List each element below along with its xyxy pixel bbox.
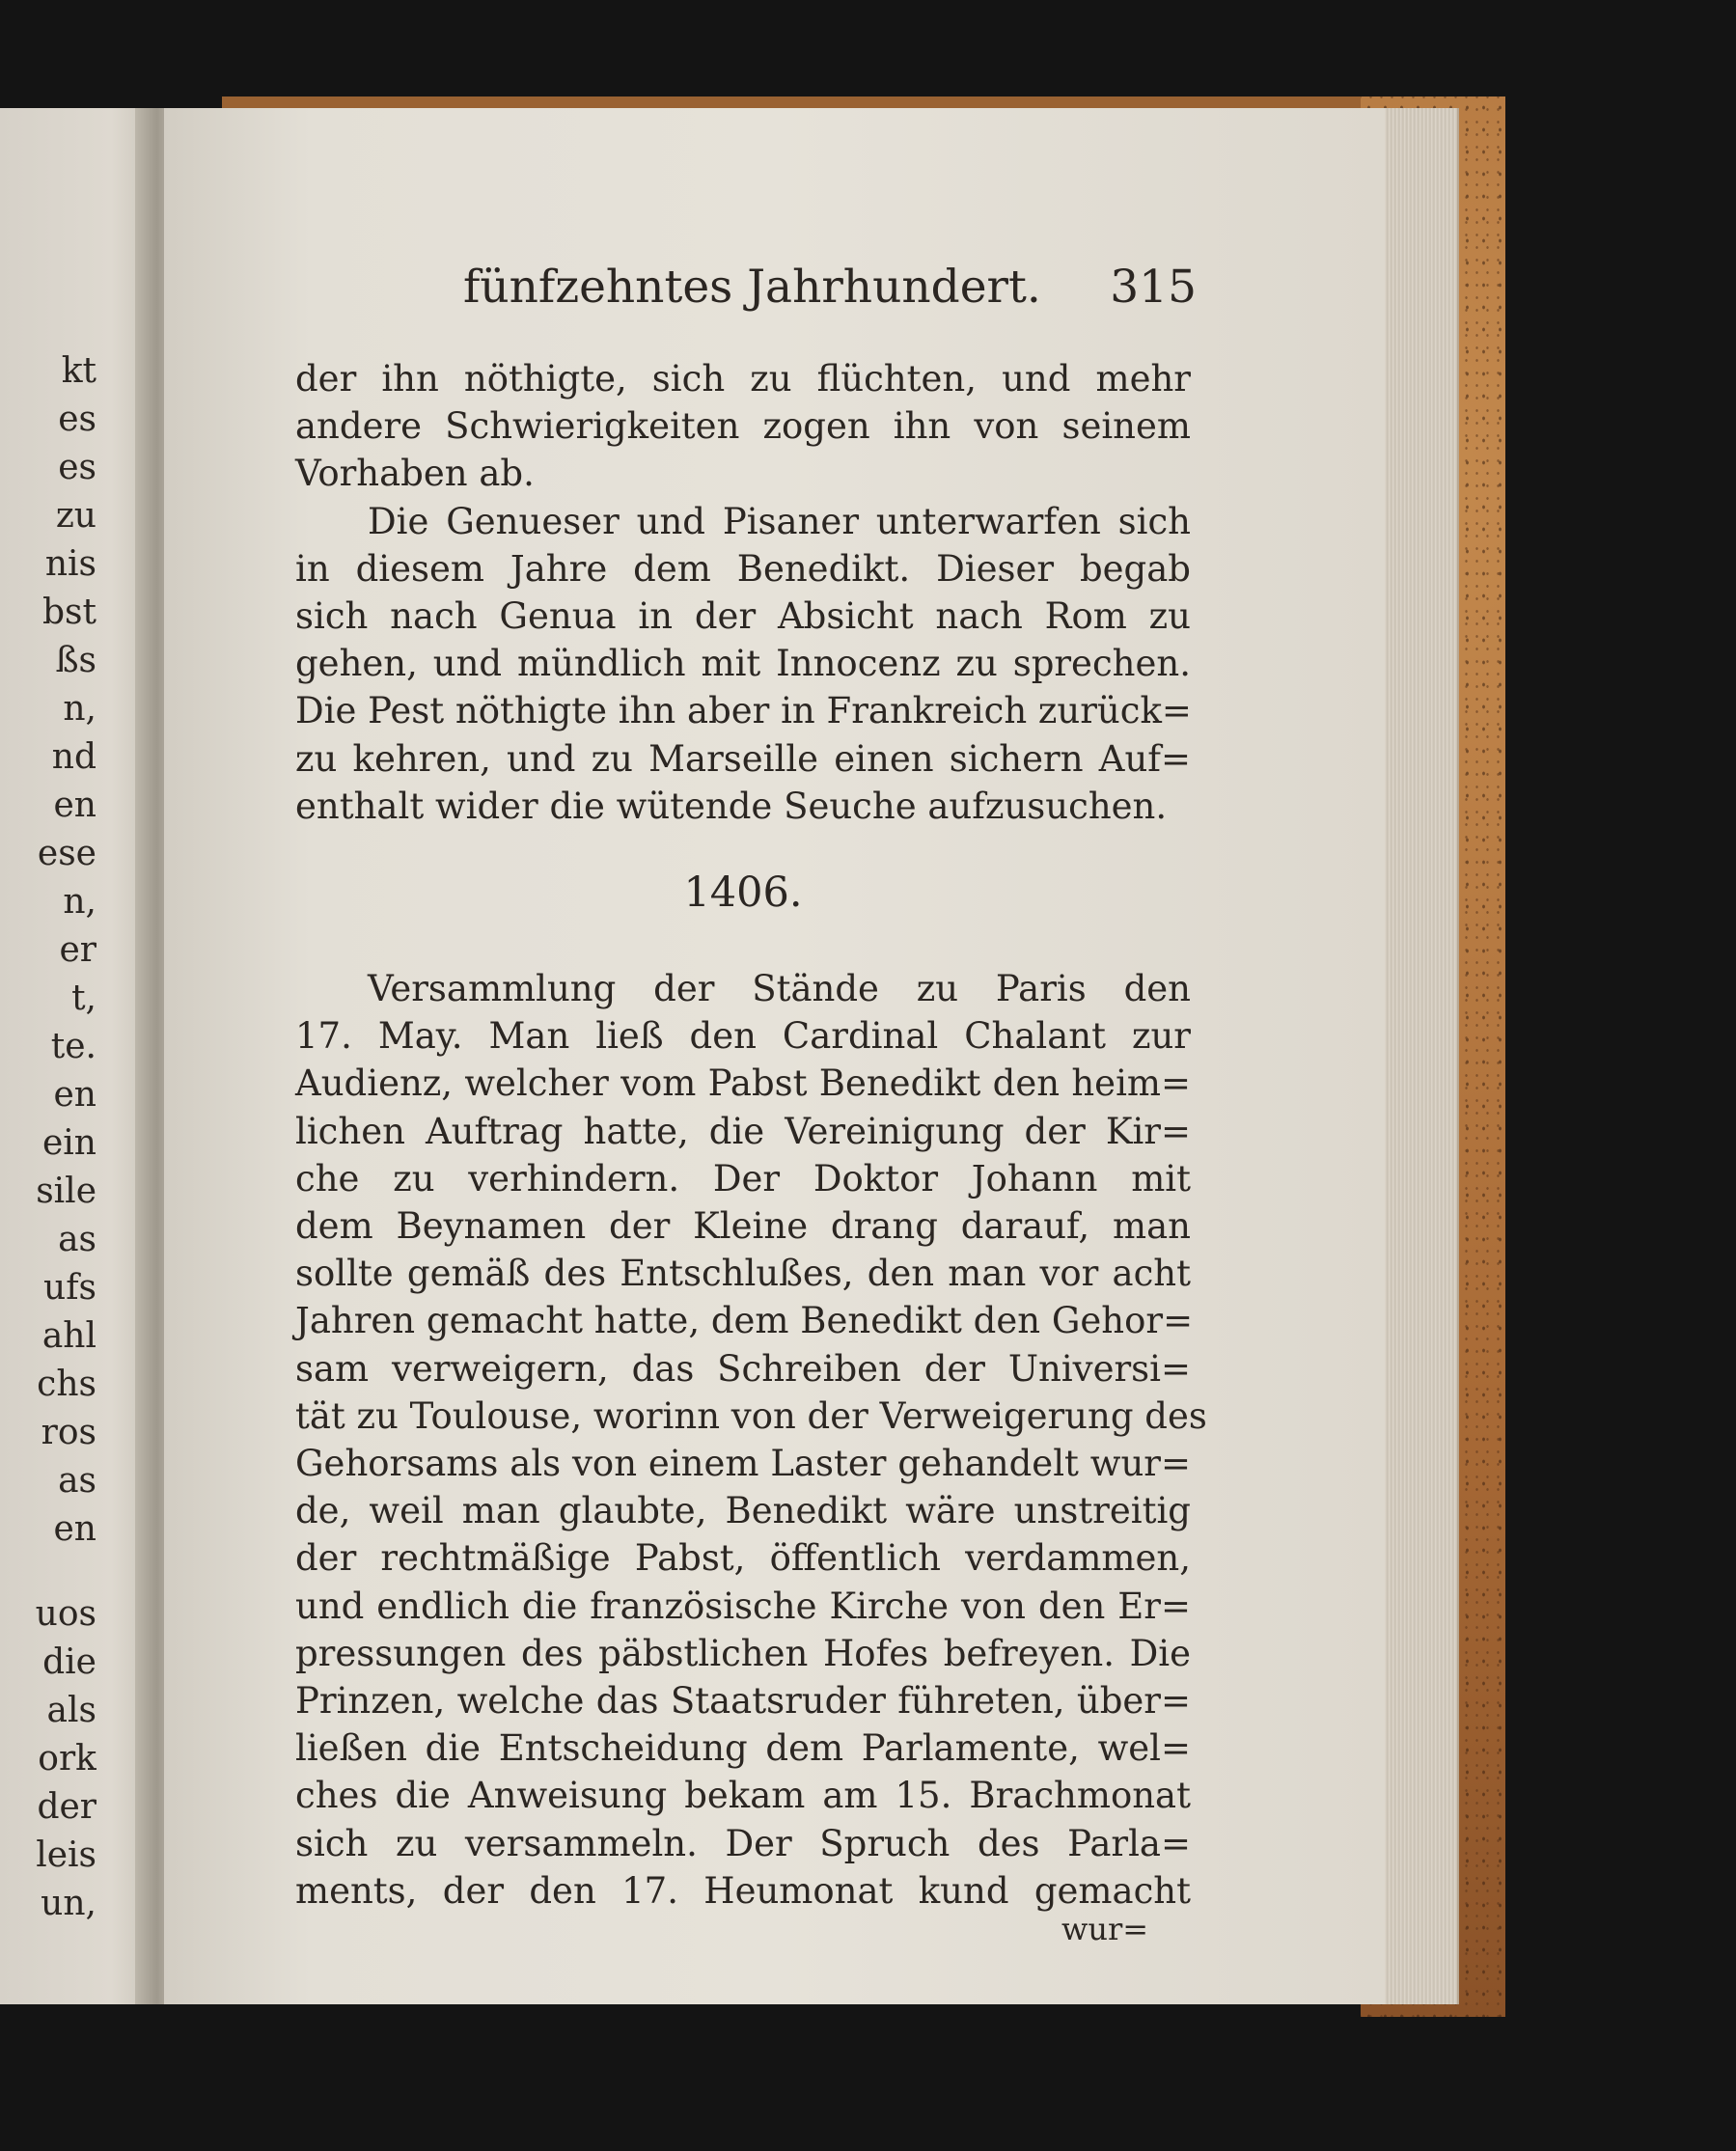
text-line: ließen die Entscheidung dem Parlamente, wel= bbox=[295, 1727, 1191, 1770]
left-page-fragment: en bbox=[53, 1075, 96, 1115]
left-page-fragment: es bbox=[58, 448, 96, 487]
left-page-fragment: as bbox=[58, 1220, 96, 1259]
page-fore-edge bbox=[1382, 108, 1459, 2004]
left-page-fragment: nd bbox=[51, 737, 96, 777]
left-page-fragment: as bbox=[58, 1461, 96, 1501]
text-line: Die Pest nöthigte ihn aber in Frankreich zurück= bbox=[295, 690, 1192, 732]
text-line: in diesem Jahre dem Benedikt. Dieser begab bbox=[295, 547, 1191, 590]
paragraph-3 bbox=[295, 965, 1207, 1915]
text-line: ches die Anweisung bekam am 15. Brachmonat bbox=[295, 1775, 1191, 1817]
year-heading: 1406. bbox=[683, 869, 803, 917]
text-line: und endlich die französische Kirche von den Er= bbox=[295, 1585, 1191, 1627]
text-line: Gehorsams als von einem Laster gehandelt wur= bbox=[295, 1443, 1191, 1485]
left-page-fragment: nis bbox=[44, 544, 96, 584]
paragraph-1 bbox=[295, 355, 1191, 830]
text-line: de, weil man glaubte, Benedikt wäre unstreitig bbox=[295, 1490, 1191, 1532]
left-page-fragment: ros bbox=[41, 1413, 96, 1452]
text-line: dem Beynamen der Kleine drang darauf, man bbox=[295, 1205, 1191, 1248]
left-page-fragment: bst bbox=[42, 593, 96, 632]
left-page-fragment: ßs bbox=[55, 641, 96, 680]
text-line: andere Schwierigkeiten zogen ihn von seinem bbox=[295, 405, 1191, 448]
text-line: sam verweigern, das Schreiben der Universi= bbox=[295, 1347, 1191, 1390]
text-line: der rechtmäßige Pabst, öffentlich verdammen, bbox=[295, 1537, 1191, 1580]
left-page-fragment: un, bbox=[41, 1884, 96, 1923]
text-line: pressungen des päbstlichen Hofes befreyen. Die bbox=[295, 1632, 1191, 1674]
text-line: Jahren gemacht hatte, dem Benedikt den Gehor= bbox=[295, 1300, 1194, 1342]
left-page-fragment: ein bbox=[41, 1123, 96, 1163]
text-line: Versammlung der Stände zu Paris den bbox=[368, 968, 1191, 1009]
left-page-fragment: als bbox=[46, 1691, 96, 1730]
left-page-fragment: ork bbox=[38, 1739, 96, 1779]
left-page-fragment: n, bbox=[63, 689, 96, 729]
left-page-fragment: kt bbox=[61, 351, 96, 391]
page-number: 315 bbox=[1110, 261, 1197, 314]
left-page-fragment: en bbox=[53, 786, 96, 825]
text-line: zu kehren, und zu Marseille einen sichern Auf= bbox=[295, 737, 1191, 780]
left-page-fragment: er bbox=[59, 930, 96, 970]
text-line: 17. May. Man ließ den Cardinal Chalant zur bbox=[295, 1015, 1191, 1058]
left-page-fragment: ahl bbox=[41, 1316, 96, 1356]
running-title: fünfzehntes Jahrhundert. bbox=[463, 261, 1041, 314]
text-line: sollte gemäß des Entschlußes, den man vor acht bbox=[295, 1253, 1191, 1295]
left-page-fragment: en bbox=[53, 1509, 96, 1549]
catchword: wur= bbox=[1061, 1911, 1149, 1947]
left-page-fragment: leis bbox=[36, 1835, 96, 1875]
text-line: ments, der den 17. Heumonat kund gemacht bbox=[295, 1869, 1191, 1912]
left-page-fragment: n, bbox=[63, 882, 96, 922]
text-line: tät zu Toulouse, worinn von der Verweigerung des bbox=[295, 1394, 1207, 1437]
left-page-fragment: chs bbox=[37, 1365, 96, 1404]
left-page-fragment: sile bbox=[36, 1172, 96, 1211]
text-line: Prinzen, welche das Staatsruder führeten, über= bbox=[295, 1680, 1191, 1723]
left-page-fragment: uos bbox=[35, 1594, 96, 1634]
text-line: lichen Auftrag hatte, die Vereinigung der Kir= bbox=[295, 1110, 1191, 1152]
text-line: che zu verhindern. Der Doktor Johann mit bbox=[295, 1157, 1191, 1200]
text-line: der ihn nöthigte, sich zu flüchten, und mehr bbox=[295, 358, 1191, 400]
text-line: gehen, und mündlich mit Innocenz zu sprechen. bbox=[295, 643, 1191, 685]
left-page-fragment: te. bbox=[50, 1027, 96, 1066]
fragment-gap bbox=[0, 1554, 96, 1590]
text-line: sich zu versammeln. Der Spruch des Parla= bbox=[295, 1822, 1191, 1864]
left-page-fragment: der bbox=[37, 1787, 96, 1827]
text-line: enthalt wider die wütende Seuche aufzusuchen. bbox=[295, 785, 1168, 827]
left-page-fragment: ese bbox=[37, 834, 96, 873]
text-line: Die Genueser und Pisaner unterwarfen sich bbox=[368, 500, 1191, 542]
text-line: sich nach Genua in der Absicht nach Rom zu bbox=[295, 595, 1191, 638]
text-line: Audienz, welcher vom Pabst Benedikt den heim= bbox=[295, 1062, 1191, 1105]
text-line: Vorhaben ab. bbox=[295, 453, 535, 495]
left-page-fragment: die bbox=[42, 1642, 96, 1682]
left-page-fragment: t, bbox=[71, 979, 96, 1018]
left-page-fragment: zu bbox=[55, 496, 96, 536]
left-page-fragment: ufs bbox=[43, 1268, 96, 1308]
left-page-fragment: es bbox=[58, 400, 96, 439]
left-page-text-fragments bbox=[0, 347, 96, 1928]
